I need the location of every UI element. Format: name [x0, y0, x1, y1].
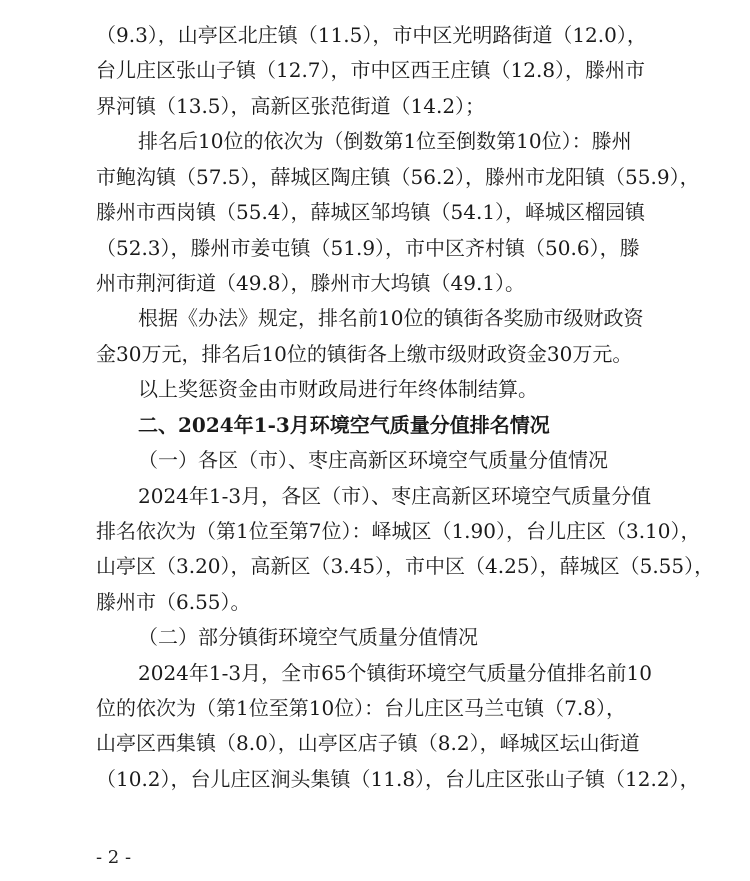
text-line: 以上奖惩资金由市财政局进行年终体制结算。	[138, 377, 538, 401]
text-line: 2024年1-3月，全市65个镇街环境空气质量分值排名前10	[138, 661, 653, 685]
text-line: 台儿庄区张山子镇（12.7），市中区西王庄镇（12.8），滕州市	[96, 58, 646, 82]
text-line: 州市荆河街道（49.8），滕州市大坞镇（49.1）。	[96, 271, 526, 295]
text-line: （10.2），台儿庄区涧头集镇（11.8），台儿庄区张山子镇（12.2），	[96, 767, 700, 791]
text-line: 滕州市（6.55）。	[96, 590, 251, 614]
text-line: 2024年1-3月，各区（市）、枣庄高新区环境空气质量分值	[138, 484, 652, 508]
text-line: 滕州市西岗镇（55.4），薛城区邹坞镇（54.1），峄城区榴园镇	[96, 200, 646, 224]
text-line: 山亭区（3.20），高新区（3.45），市中区（4.25），薛城区（5.55），	[96, 554, 715, 578]
page-number: - 2 -	[96, 847, 132, 868]
text-line: 界河镇（13.5），高新区张范街道（14.2）；	[96, 94, 486, 118]
text-line: 位的依次为（第1位至第10位）：台儿庄区马兰屯镇（7.8），	[96, 696, 626, 720]
subsection-heading: （二）部分镇街环境空气质量分值情况	[138, 625, 478, 649]
section-heading: 二、2024年1-3月环境空气质量分值排名情况	[138, 413, 550, 437]
text-line: 根据《办法》规定，排名前10位的镇街各奖励市级财政资	[138, 306, 644, 330]
text-line: （52.3），滕州市姜屯镇（51.9），市中区齐村镇（50.6），滕	[96, 236, 640, 260]
text-line: 山亭区西集镇（8.0），山亭区店子镇（8.2），峄城区坛山街道	[96, 731, 640, 755]
text-line: （9.3），山亭区北庄镇（11.5），市中区光明路街道（12.0），	[96, 23, 647, 47]
text-line: 排名依次为（第1位至第7位）：峄城区（1.90），台儿庄区（3.10），	[96, 519, 701, 543]
text-line: 排名后10位的依次为（倒数第1位至倒数第10位）：滕州	[138, 129, 632, 153]
text-line: 市鲍沟镇（57.5），薛城区陶庄镇（56.2），滕州市龙阳镇（55.9），	[96, 165, 700, 189]
subsection-heading: （一）各区（市）、枣庄高新区环境空气质量分值情况	[138, 448, 608, 472]
text-line: 金30万元，排名后10位的镇街各上缴市级财政资金30万元。	[96, 342, 633, 366]
